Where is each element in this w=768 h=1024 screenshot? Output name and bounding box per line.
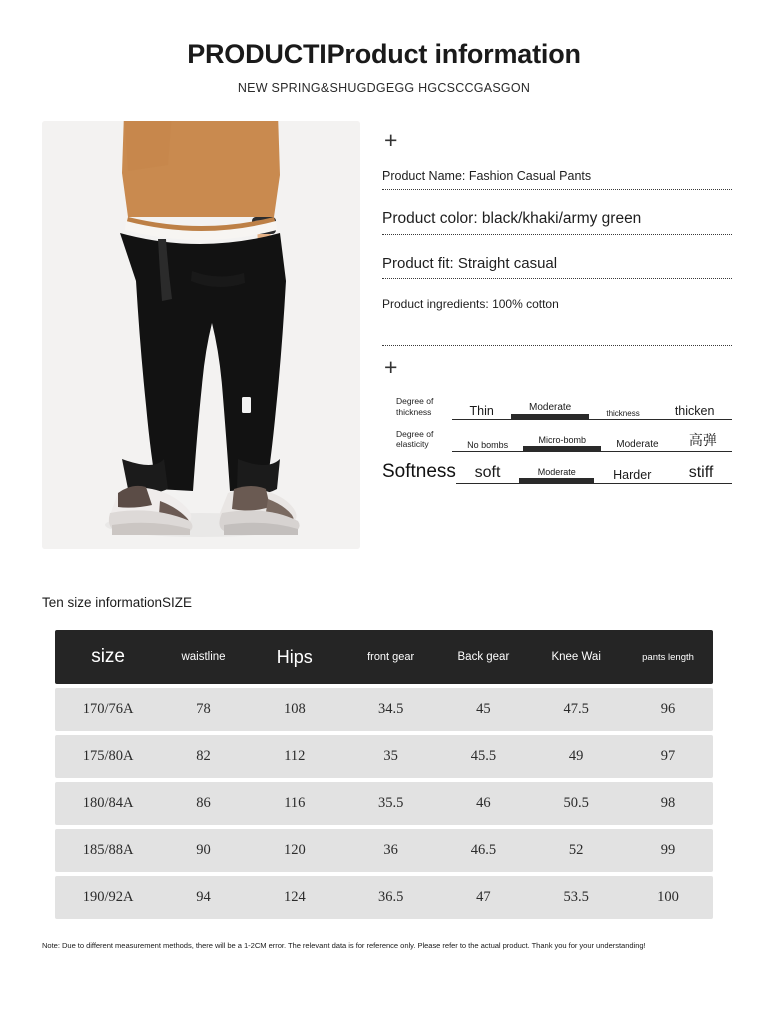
elasticity-option-label: 高弹 [688,431,717,448]
thickness-option-thicken[interactable] [657,404,732,420]
thickness-option-thin[interactable] [452,404,511,420]
cell-waistline: 78 [161,688,246,731]
column-header-knee-wai: Knee Wai [529,630,623,684]
table-row [55,876,713,919]
cell-front-gear: 34.5 [344,688,438,731]
thickness-scale [452,402,732,420]
spec-product-ingredients: Product ingredients: 100% cotton [382,297,559,312]
rating-label-line2: elasticity [396,439,429,450]
softness-label: Softness [382,460,456,482]
column-header-hips: Hips [246,630,344,684]
cell-front-gear: 36.5 [344,876,438,919]
thickness-option-label: thickness [606,408,640,418]
cell-knee-wai: 50.5 [529,782,623,825]
cell-hips: 120 [246,829,344,872]
cell-size: 185/88A [55,829,161,872]
plus-icon: + [384,127,398,154]
table-row [55,829,713,872]
cell-back-gear: 46.5 [438,829,530,872]
cell-back-gear: 47 [438,876,530,919]
cell-hips: 108 [246,688,344,731]
size-table-body [55,688,713,919]
thickness-option-label: Moderate [528,401,572,413]
size-table-header-row [55,630,713,684]
cell-pants-length: 96 [623,688,713,731]
column-header-front-gear: front gear [344,630,438,684]
size-table-note: Note: Due to different measurement methods, there will be a 1-2CM error. The relevant data is for reference only. Please refer to the actual product. Thank you for your understanding! [42,941,646,951]
spec-row-product-color [382,210,732,235]
cell-back-gear: 46 [438,782,530,825]
cell-waistline: 90 [161,829,246,872]
elasticity-option-no-bombs[interactable] [452,440,523,452]
column-header-size: size [55,630,161,684]
cell-knee-wai: 49 [529,735,623,778]
table-row [55,688,713,731]
elasticity-option-label: Micro-bomb [538,434,586,445]
softness-option-label: stiff [688,463,714,481]
spec-row-product-name [382,169,732,190]
thickness-option-thickness[interactable] [589,409,657,420]
cell-front-gear: 36 [344,829,438,872]
column-header-waistline: waistline [161,630,246,684]
elasticity-option-label: No bombs [467,439,509,450]
softness-option-harder[interactable] [594,468,670,484]
softness-option-moderate[interactable] [519,467,594,484]
cell-back-gear: 45.5 [438,735,530,778]
cell-waistline: 82 [161,735,246,778]
softness-option-label: soft [474,463,501,481]
page-subtitle: NEW SPRING&SHUGDGEGG HGCSCCGASGON [237,81,531,96]
cell-hips: 116 [246,782,344,825]
cell-knee-wai: 47.5 [529,688,623,731]
elasticity-option-moderate[interactable] [601,439,674,452]
spec-divider [382,278,732,279]
spec-divider [382,234,732,235]
page-title: PRODUCTIProduct information [187,39,581,69]
cell-size: 190/92A [55,876,161,919]
rating-row-thickness [382,396,732,419]
cell-front-gear: 35.5 [344,782,438,825]
softness-option-stiff[interactable] [670,464,732,484]
rating-label-line1: Degree of [396,396,434,407]
cell-front-gear: 35 [344,735,438,778]
size-table-head [55,630,713,684]
softness-option-label: Harder [613,467,652,482]
thickness-option-label: thicken [674,403,715,418]
spec-panel [382,121,732,484]
cell-knee-wai: 52 [529,829,623,872]
spec-divider [382,345,732,346]
rating-label-elasticity [396,429,452,452]
softness-option-label: Moderate [537,466,576,477]
column-header-back-gear: Back gear [438,630,530,684]
spec-product-fit: Product fit: Straight casual [382,255,558,273]
product-photo[interactable] [42,121,360,549]
spec-row-product-fit [382,255,732,279]
rating-label-line2: thickness [396,407,432,418]
plus-icon: + [384,354,398,381]
cell-size: 170/76A [55,688,161,731]
rating-block [382,396,732,484]
size-section-heading: Ten size informationSIZE [42,595,193,611]
cell-pants-length: 100 [623,876,713,919]
rating-label-line1: Degree of [396,428,434,439]
rating-label-thickness [396,396,452,419]
cell-pants-length: 97 [623,735,713,778]
elasticity-option-micro-bomb[interactable] [523,435,601,452]
spec-row-product-ingredients [382,297,732,346]
rating-row-elasticity [382,429,732,452]
thickness-option-moderate[interactable] [511,402,588,420]
page-header [0,0,768,95]
rating-row-softness [382,461,732,484]
cell-back-gear: 45 [438,688,530,731]
spec-divider [382,189,732,190]
cell-pants-length: 99 [623,829,713,872]
cell-waistline: 86 [161,782,246,825]
softness-option-soft[interactable] [456,464,519,484]
cell-hips: 124 [246,876,344,919]
column-header-pants-length: pants length [623,630,713,684]
spec-product-name: Product Name: Fashion Casual Pants [382,169,592,184]
spec-product-color: Product color: black/khaki/army green [382,210,642,228]
cell-waistline: 94 [161,876,246,919]
cell-pants-length: 98 [623,782,713,825]
elasticity-scale [452,430,732,452]
cell-size: 180/84A [55,782,161,825]
table-row [55,782,713,825]
table-row [55,735,713,778]
product-photo-illustration [42,121,360,549]
elasticity-option-label: Moderate [616,438,659,450]
softness-scale [456,464,732,484]
thickness-option-label: Thin [469,403,494,418]
cell-size: 175/80A [55,735,161,778]
elasticity-option-high-elastic[interactable] [674,430,732,452]
hero-section [0,121,768,549]
cell-knee-wai: 53.5 [529,876,623,919]
size-table [55,626,713,923]
cell-hips: 112 [246,735,344,778]
